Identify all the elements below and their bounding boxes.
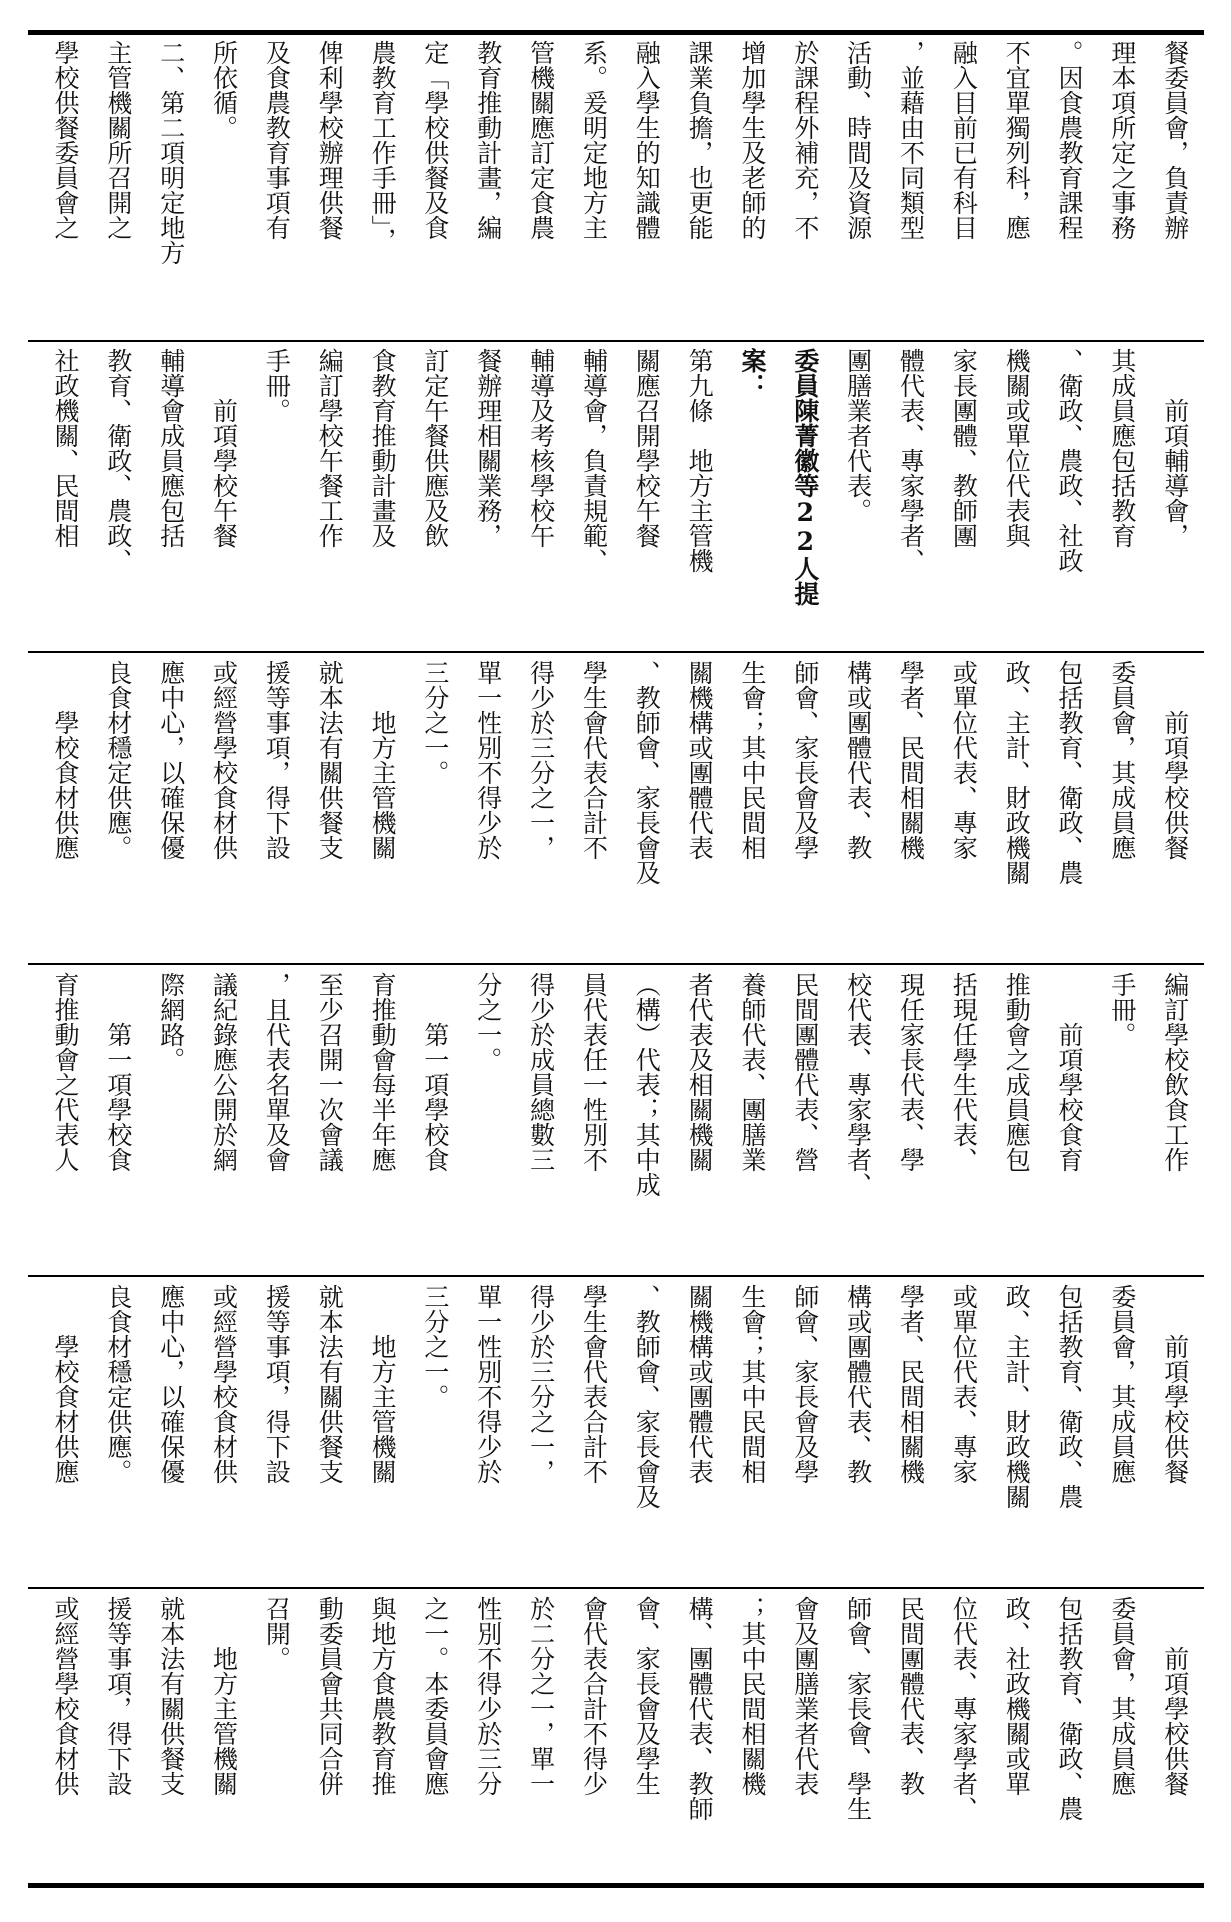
text-column: 學校供餐委員會之 — [51, 40, 80, 240]
panel-1-text — [40, 40, 1190, 332]
text-column: 二、第二項明定地方 — [156, 40, 186, 265]
text-column: 或單位代表、專家 — [949, 1284, 979, 1484]
text-column: 民間團體代表、營 — [790, 972, 820, 1172]
text-column: 構、團體代表、教師 — [685, 1596, 715, 1821]
text-column: 課業負擔，也更能 — [685, 40, 715, 240]
text-column: 援等事項，得下設 — [262, 660, 292, 860]
text-column: 會、家長會及學生 — [632, 1596, 662, 1796]
text-column: 輔導及考核學校午 — [526, 348, 556, 548]
text-column: 養師代表、團膳業 — [737, 972, 767, 1172]
text-column: 或單位代表、專家 — [949, 660, 979, 860]
text-column: 單一性別不得少於 — [473, 660, 503, 860]
text-column: 動委員會共同合併 — [315, 1596, 345, 1796]
text-column: 或經營學校食材供 — [209, 1284, 239, 1484]
text-column: ，並藉由不同類型 — [896, 40, 926, 240]
text-column: 學校食材供應 — [51, 1284, 80, 1484]
text-column: 議紀錄應公開於網 — [209, 972, 239, 1172]
text-column: 包括教育、衛政、農 — [1055, 1596, 1085, 1821]
text-column: 委員會，其成員應 — [1107, 1596, 1137, 1796]
panel-divider — [28, 651, 1204, 653]
text-column: 學校食材供應 — [51, 660, 80, 860]
text-column: 應中心，以確保優 — [156, 1284, 186, 1484]
text-column: 學生會代表合計不 — [579, 660, 609, 860]
text-column: 前項學校供餐 — [1160, 1284, 1190, 1484]
text-column: 手冊。 — [1107, 972, 1137, 1047]
text-column: 地方主管機關 — [368, 1284, 398, 1484]
text-column: 員代表任一性別不 — [579, 972, 609, 1172]
text-column: 單一性別不得少於 — [473, 1284, 503, 1484]
text-column: 輔導會成員應包括 — [156, 348, 186, 548]
text-column: 生會；其中民間相 — [737, 1284, 767, 1484]
text-column: 就本法有關供餐支 — [156, 1596, 186, 1796]
text-column: 委員陳菁徽等22人提 — [790, 348, 820, 606]
text-column: 第一項學校食 — [420, 972, 450, 1172]
text-column: 關機構或團體代表 — [685, 1284, 715, 1484]
text-column: 餐委員會，負責辦 — [1160, 40, 1190, 240]
text-column: 俾利學校辦理供餐 — [315, 40, 345, 240]
text-column: 現任家長代表、學 — [896, 972, 926, 1172]
text-column: 、教師會、家長會及 — [632, 660, 662, 885]
text-column: 育推動會之代表人 — [51, 972, 80, 1172]
text-column: 教育、衛政、農政、 — [103, 348, 133, 573]
text-column: 學生會代表合計不 — [579, 1284, 609, 1484]
text-column: 及食農教育事項有 — [262, 40, 292, 240]
text-column: 師會、家長會及學 — [790, 1284, 820, 1484]
text-column: 於二分之一，單一 — [526, 1596, 556, 1796]
text-column: 得少於三分之一， — [526, 1284, 556, 1484]
text-column: 其成員應包括教育 — [1107, 348, 1137, 548]
text-column: 會代表合計不得少 — [579, 1596, 609, 1796]
text-column: 增加學生及老師的 — [737, 40, 767, 240]
text-column: 所依循。 — [209, 40, 239, 140]
text-column: 分之一。 — [473, 972, 503, 1072]
text-column: 農教育工作手冊」， — [368, 40, 398, 253]
text-column: 前項學校午餐 — [209, 348, 239, 548]
text-column: 會及團膳業者代表 — [790, 1596, 820, 1796]
text-column: 第一項學校食 — [103, 972, 133, 1172]
text-column: 就本法有關供餐支 — [315, 660, 345, 860]
panel-5-text — [40, 1284, 1190, 1581]
text-column: 地方主管機關 — [368, 660, 398, 860]
text-column: 第九條 地方主管機 — [685, 348, 715, 573]
text-column: 援等事項，得下設 — [262, 1284, 292, 1484]
text-column: 與地方食農教育推 — [368, 1596, 398, 1796]
text-column: 前項學校供餐 — [1160, 1596, 1190, 1796]
text-column: 政、主計、財政機關 — [1002, 1284, 1032, 1509]
text-column: 良食材穩定供應。 — [103, 660, 133, 860]
text-column: （構）代表；其中成 — [632, 972, 662, 1197]
text-column: 不宜單獨列科，應 — [1002, 40, 1032, 240]
text-column: 推動會之成員應包 — [1002, 972, 1032, 1172]
text-column: 前項學校食育 — [1055, 972, 1085, 1172]
text-column: 校代表、專家學者、 — [843, 972, 873, 1197]
text-column: 或經營學校食材供 — [209, 660, 239, 860]
text-column: 良食材穩定供應。 — [103, 1284, 133, 1484]
top-rule — [28, 30, 1204, 35]
text-column: 系。爰明定地方主 — [579, 40, 609, 240]
text-column: 關應召開學校午餐 — [632, 348, 662, 548]
text-column: 定「學校供餐及食 — [420, 40, 450, 240]
text-column: 召開。 — [262, 1596, 292, 1671]
text-column: 編訂學校飲食工作 — [1160, 972, 1190, 1172]
text-column: 師會、家長會、學生 — [843, 1596, 873, 1821]
text-column: 民間團體代表、教 — [896, 1596, 926, 1796]
text-column: 前項學校供餐 — [1160, 660, 1190, 860]
text-column: 或經營學校食材供 — [51, 1596, 80, 1796]
text-column: 之一。本委員會應 — [420, 1596, 450, 1796]
text-column: 政、社政機關或單 — [1002, 1596, 1032, 1796]
text-column: 三分之一。 — [420, 660, 450, 785]
text-column: 育推動會每半年應 — [368, 972, 398, 1172]
panel-3-text — [40, 660, 1190, 957]
text-column: 團膳業者代表。 — [843, 348, 873, 523]
text-column: 餐辦理相關業務， — [473, 348, 503, 548]
panel-divider — [28, 340, 1204, 342]
bottom-rule — [28, 1883, 1204, 1888]
text-column: ，且代表名單及會 — [262, 972, 292, 1172]
text-column: 主管機關所召開之 — [103, 40, 133, 240]
text-column: 生會；其中民間相 — [737, 660, 767, 860]
text-column: 學者、民間相關機 — [896, 660, 926, 860]
text-column: 體代表、專家學者、 — [896, 348, 926, 573]
text-column: 活動、時間及資源 — [843, 40, 873, 240]
panel-6-text — [40, 1596, 1190, 1880]
text-column: 委員會，其成員應 — [1107, 660, 1137, 860]
text-column: 融入目前已有科目 — [949, 40, 979, 240]
text-column: 至少召開一次會議 — [315, 972, 345, 1172]
text-column: 前項輔導會， — [1160, 348, 1190, 548]
text-column: ；其中民間相關機 — [737, 1596, 767, 1796]
text-column: 得少於成員總數三 — [526, 972, 556, 1172]
text-column: 性別不得少於三分 — [473, 1596, 503, 1796]
text-column: 應中心，以確保優 — [156, 660, 186, 860]
text-column: 關機構或團體代表 — [685, 660, 715, 860]
panel-divider — [28, 1587, 1204, 1589]
panel-divider — [28, 1275, 1204, 1277]
text-column: 於課程外補充，不 — [790, 40, 820, 240]
text-column: 際網路。 — [156, 972, 186, 1072]
text-column: 理本項所定之事務 — [1107, 40, 1137, 240]
text-column: 融入學生的知識體 — [632, 40, 662, 240]
text-column: 輔導會，負責規範、 — [579, 348, 609, 573]
text-column: 編訂學校午餐工作 — [315, 348, 345, 548]
text-column: 援等事項，得下設 — [103, 1596, 133, 1796]
panel-2-text — [40, 348, 1190, 645]
text-column: 地方主管機關 — [209, 1596, 239, 1796]
text-column: 管機關應訂定食農 — [526, 40, 556, 240]
text-column: 教育推動計畫，編 — [473, 40, 503, 240]
text-column: 、教師會、家長會及 — [632, 1284, 662, 1509]
text-column: 得少於三分之一， — [526, 660, 556, 860]
text-column: 構或團體代表、教 — [843, 1284, 873, 1484]
panel-4-text — [40, 972, 1190, 1269]
text-column: 委員會，其成員應 — [1107, 1284, 1137, 1484]
text-column: 三分之一。 — [420, 1284, 450, 1409]
text-column: 。因食農教育課程 — [1055, 40, 1085, 240]
text-column: 師會、家長會及學 — [790, 660, 820, 860]
text-column: 手冊。 — [262, 348, 292, 423]
text-column: 食教育推動計畫及 — [368, 348, 398, 548]
text-column: 括現任學生代表、 — [949, 972, 979, 1172]
text-column: 構或團體代表、教 — [843, 660, 873, 860]
text-column: 學者、民間相關機 — [896, 1284, 926, 1484]
text-column: 家長團體、教師團 — [949, 348, 979, 548]
text-column: 就本法有關供餐支 — [315, 1284, 345, 1484]
text-column: 案： — [737, 348, 767, 398]
text-column: 包括教育、衛政、農 — [1055, 1284, 1085, 1509]
text-column: 社政機關、民間相 — [51, 348, 80, 548]
text-column: 訂定午餐供應及飲 — [420, 348, 450, 548]
text-column: 包括教育、衛政、農 — [1055, 660, 1085, 885]
text-column: 者代表及相關機關 — [685, 972, 715, 1172]
panel-divider — [28, 963, 1204, 965]
text-column: 政、主計、財政機關 — [1002, 660, 1032, 885]
text-column: 、衛政、農政、社政 — [1055, 348, 1085, 573]
text-column: 機關或單位代表與 — [1002, 348, 1032, 548]
text-column: 位代表、專家學者、 — [949, 1596, 979, 1821]
